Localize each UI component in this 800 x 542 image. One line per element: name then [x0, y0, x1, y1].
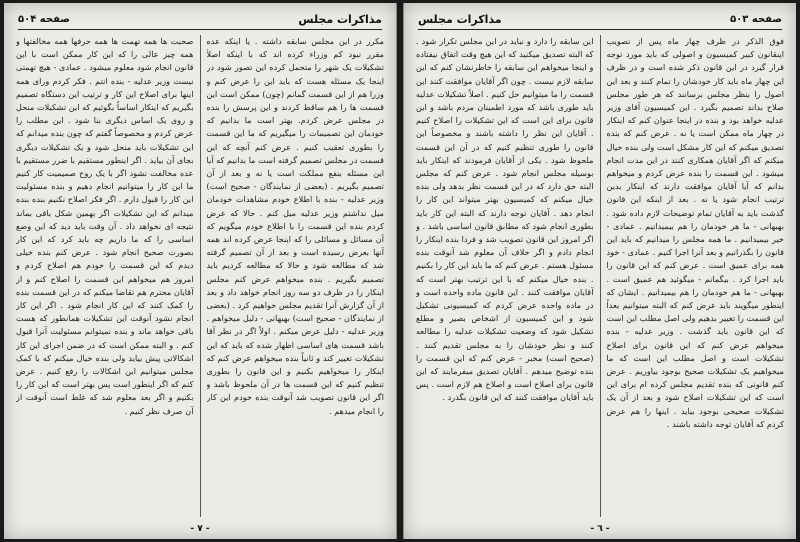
right-page-number: صفحه ۵۰۳	[730, 13, 782, 25]
right-page	[403, 3, 796, 539]
left-page	[4, 3, 397, 539]
right-page-columns	[416, 35, 784, 517]
right-col-left-text: این سابقه را دارد و نباید در این مجلس تکرار شود . که البته تصدیق میکنید که این هیچ وقت اتفاق نیفتاده و اینجا میخواهم این سابقه را خاطرنشان کنم که این سابقه لازم نیست . چون اگر آقایان موافقت کنند این قسمت را ما میتوانیم حل کنیم . اصلاً تشکیلات عدلیه باید طوری باشد که مورد اطمینان مردم باشد و این قانون برای این است که این تشکیلات را اصلاح کنیم . آقایان این نظر را داشته باشند و مخصوصاً این قانون را طوری تنظیم کنیم که در آن این قسمت ملحوظ شود . یکی از آقایان فرمودند که اینکار باید بوسیله مجلس انجام شود . عرض کنم که مجلس البته حق دارد که در این قسمت نظر بدهد ولی بنده خیال میکنم که کمیسیون بهتر میتواند این کار را انجام دهد . آقایان توجه دارند که البته این کار باید بطوری انجام شود که مطابق قانون اساسی باشد . و اگر امروز این قانون تصویب شد و فردا بنده اینکار را انجام دادم و اگر خلاف آن معلوم شد آنوقت بنده مسئول هستم . عرض کنم که ما باید این کار را بکنیم . بنده خیال میکنم که با این ترتیب بهتر است که آقایان موافقت کنند . این قانون ماده واحده است و در ماده واحده عرض کردم که کمیسیونی تشکیل شود و این کمیسیون از اشخاص بصیر و مطلع تشکیل شود که وضعیت تشکیلات عدلیه را مطالعه کنند و نظر خودشان را به مجلس تقدیم کنند . (صحیح است) مخبر - عرض کنم که این قسمت را بنده توضیح میدهم . آقایان تصدیق میفرمایند که این قانون برای اصلاح است و اصلاح هم لازم است . پس باید آقایان موافقت کنند که این قانون بگذرد .	[416, 36, 594, 403]
right-page-header	[418, 9, 782, 30]
left-col-right-text: مکرر در این مجلس سابقه داشته . یا اینکه عده مقرر نبود کم وزراء کرده اند که با اینکه اصلاً تشکیلات یک شهر را متحمل کرده این تصور شود در اینجا یک مسئله هست که باید این را عرض کنم و وزرا هم از این قسمت گمانم (چون) ممکن است این قسمت ها را هم ساقط کردند و این پرسش را بنده در مجلس عرض کردم. بهتر است ما بدانیم که خودمان این تصمیمات را میگیریم که ما این قسمت را بطوری تعقیب کنیم . عرض کنم آنچه که این قسمت در مجلس تصمیم گرفته است ما بدانیم که آیا این مسئله بنفع مملکت است یا نه و بعد از آن تصمیم بگیریم . (بعضی از نمایندگان - صحیح است) وزیر عدلیه - بنده با اطلاع خودم مشاهدات خودمان میل نداشتم وزیر عدلیه میل کنم . حالا که عرض کردم بنده این قسمت را با اطلاع خودم میگویم که آن مسائل و مسائلی را که اینجا عرض کرده اند همه آنها بعرض رسیده است و بعد از آن تصمیم گرفته شد که مطالعه شود و حالا که مطالعه کردیم باید تصمیم بگیریم . بنده میخواهم عرض کنم مجلس اینکار را در ظرف دو سه روز انجام خواهد داد و بعد از آن گزارش آنرا تقدیم مجلس خواهیم کرد . (بعضی از نمایندگان - صحیح است) بهبهانی - دلیل میخواهم . وزیر عدلیه - دلیل عرض میکنم . اولاً اگر در نظر آقا باشد قسمت های اساسی اظهار شده که باید که این تشکیلات تغییر کند و ثانیاً بنده میخواهم عرض کنم که اینکار را میخواهیم بکنیم و این قانون را بطوری تنظیم کنیم که این قسمت ها در آن ملحوظ باشد و اگر این قانون تصویب شد آنوقت بنده خودم این کار را انجام میدهم .	[206, 36, 384, 416]
left-header-title: مذاکرات مجلس	[298, 12, 382, 26]
column-divider	[200, 35, 201, 517]
right-page-footer: - ٦ -	[590, 524, 610, 534]
left-page-number: صفحه ۵۰۴	[18, 13, 70, 25]
book-spread	[4, 3, 796, 539]
left-page-header	[18, 9, 382, 30]
right-header-title: مذاکرات مجلس	[418, 12, 502, 26]
left-page-col-right	[207, 35, 385, 517]
left-page-footer: - ٧ -	[190, 524, 210, 534]
left-col-left-text: صحبت ها همه تهمت ها همه حرفها همه مخالفتها و همه چیز عالی را که این کار ممکن است با این قانون انجام شود معلوم میشود . عمادی - هیچ تهمتی نیست وزیر عدلیه - بنده انتم . فکر کردم ورای همه اینها برای اصلاح این کار و ترتیب این دستگاه تصمیم بگیریم که اینکار اساساً بگوئیم که این تشکیلات منحل و روی یک اساس دیگری بنا شود . این مطلب را عرض کردم و مخصوصاً گفتم که چون بنده میدانم که این تشکیلات باید منحل شود و یک تشکیلات دیگری بجای آن بیاید . اگر اینطور مستقیم با ضرر مستقیم با عده مخالفت نشود اگر با یک روح صمیمیت کار کنیم ما این کار را میتوانیم انجام دهیم و بنده مسئولیت این کار را قبول دارم . اگر فکر اصلاح نکنیم بنده بنده میدانم که این تشکیلات اگر بهمین شکل باقی بماند نتیجه ای نخواهد داد . آن وقت باید دید که این وضع اساسی را که ما داریم چه باید کرد که این کار بصورت صحیح انجام شود . عرض کنم بنده خیلی دیدم که این قسمت را خودم هم اصلاح کردم و امروز هم میخواهم این قسمت را اصلاح کنم و از آقایان محترم هم تقاضا میکنم که در این قسمت بنده را کمک کنند که این کار انجام شود . اگر این کار انجام نشود آنوقت این تشکیلات همانطور که هست باقی خواهد ماند و بنده نمیتوانم مسئولیت آنرا قبول کنم . و البته ممکن است که در ضمن اجرای این کار اشکالاتی پیش بیاید ولی بنده خیال میکنم که با کمک مجلس میتوانیم این اشکالات را رفع کنیم . عرض کنم که اگر اینطور است پس بهتر است که این کار را بکنیم و اگر بعد معلوم شد که غلط است آنوقت از آن صرف نظر کنیم .	[16, 36, 194, 416]
right-page-col-right	[607, 35, 785, 517]
right-col-right-text: فوق الذکر در ظرف چهار ماه پس از تصویب اینقانون کبیر کمیسیون و اصولی که باید مورد توجه قرار گیرد در این قانون ذکر شده است و در ظرف این چهار ماه باید کار خودشان را تمام کنند و بعد این اصول را بنظر مجلس برسانند که هر طور مجلس صلاح بداند تصمیم بگیرد . این کمیسیون آقای وزیر عدلیه خواهد بود و بنده در اینجا عنوان کنم که اینکار در چهار ماه ممکن است یا نه . عرض کنم که بنده تصدیق میکنم که این کار مشکل است ولی بنده خیال میکنم که اگر آقایان همکاری کنند در این مدت انجام میشود . این قسمت را بنده عرض کردم و میخواهم بدانم که آیا آقایان موافقت دارند که اینکار بدین ترتیب انجام شود یا نه . بعد از اینکه این قانون گذشت باید به آقایان تمام توضیحات لازم داده شود . بهبهانی - ما هر خودمان را هم بیمیدانیم . عمادی - خیر بیمیدانیم . ما همه مجلس را میدانیم که باید این قانون را بگذرانیم و بعد آنرا اجرا کنیم . عمادی - خود همه برای عمیق است . عرض کنم که این قانون را باید اجرا کرد . بیگمانم - میگوئید هم عمیق است . بهبهانی - ما هم خودمان را هم بیمیدانیم . ایشان که اینطور میگویند باید عرض کنم که البته میتوانیم بعداً این قسمت را تغییر بدهیم ولی اصل مطلب این است که این قانون باید گذشت . وزیر عدلیه - بنده میخواهم عرض کنم که این قانون برای اصلاح تشکیلات است و اصل مطلب این است که ما میخواهیم یک تشکیلات صحیح بوجود بیاوریم . عرض کنم قانونی که بنده تقدیم مجلس کرده ام برای این است که این تشکیلات اصلاح شود و بعد از آن یک تشکیلات صحیحی بوجود بیاید . اینها را هم عرض کردم که آقایان توجه داشته باشند .	[606, 36, 784, 429]
left-page-columns	[16, 35, 384, 517]
right-page-col-left	[416, 35, 594, 517]
left-page-col-left	[16, 35, 194, 517]
column-divider	[600, 35, 601, 517]
